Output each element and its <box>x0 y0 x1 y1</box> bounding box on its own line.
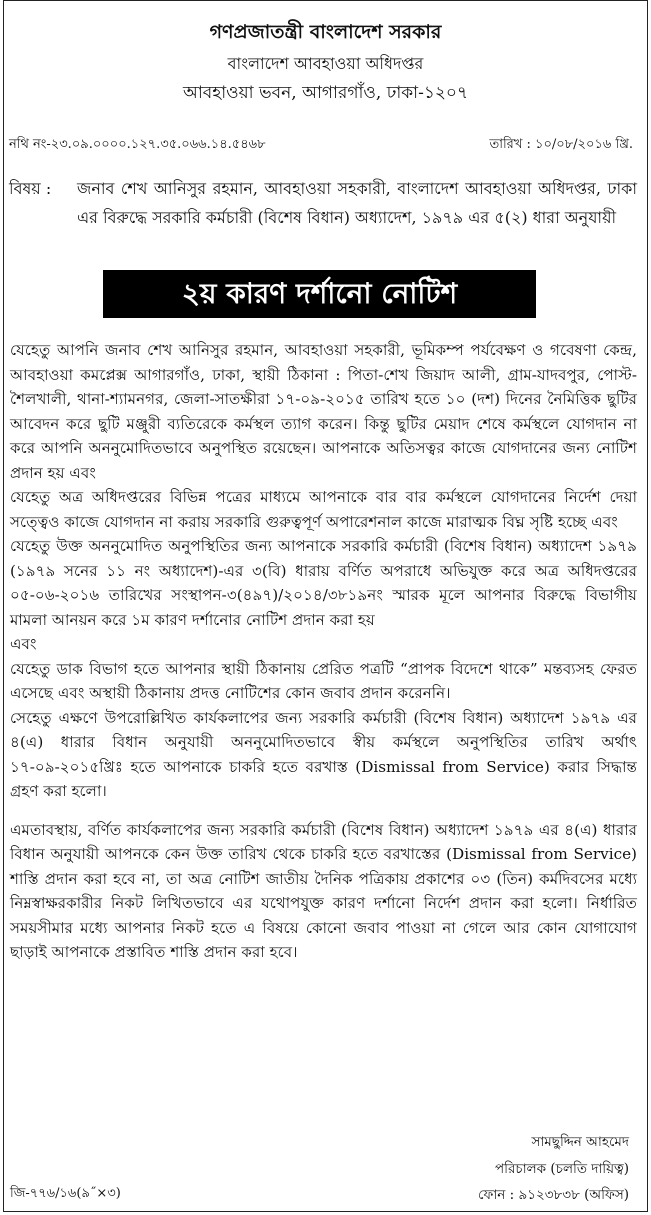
notice-body <box>10 338 637 965</box>
paragraph: সেহেতু এক্ষণে উপরোল্লিখিত কার্যকলাপের জন্য সরকারি কর্মচারী (বিশেষ বিধান) অধ্যাদেশ ১৯৭৯ এর ৪(এ) ধারার বিধান অনুযায়ী অননুমোদিতভাবে স্বীয় কর্মস্থলে অনুপস্থিতির তারিখ অর্থাৎ ১৭-০৯-২০১৫খ্রিঃ হতে আপনাকে চাকরি হতে বরখাস্ত (Dismissal from Service) করার সিদ্ধান্ত গ্রহণ করা হলো। <box>10 708 637 800</box>
notice-date: তারিখ : ১০/০৮/২০১৬ খ্রি. <box>489 137 633 152</box>
office-address: আবহাওয়া ভবন, আগারগাঁও, ঢাকা-১২০৭ <box>182 83 469 103</box>
notice-title-banner: ২য় কারণ দর্শানো নোটিশ <box>103 270 536 318</box>
paragraph: এমতাবস্থায়, বর্ণিত কার্যকলাপের জন্য সরকারি কর্মচারী (বিশেষ বিধান) অধ্যাদেশ ১৯৭৯ এর ৪(এ) ধারার বিধান অনুযায়ী আপনকে কেন উক্ত তারিখ থেকে চাকরি হতে বরখাস্তের (Dismissal from Service) শাস্তি প্রদান করা হবে না, তা অত্র নোটিশ জাতীয় দৈনিক পত্রিকায় প্রকাশের ০৩ (তিন) কর্মদিবসের মধ্যে নিম্নস্বাক্ষরকারীর নিকট লিখিতভাবে এর যথোপযুক্ত কারণ দর্শানো নির্দেশ প্রদান করা হলো। নির্ধারিত সময়সীমার মধ্যে আপনার নিকট হতে এ বিষয়ে কোনো জবাব পাওয়া না গেলে আর কোন যোগাযোগ ছাড়াই আপনাকে প্রস্তাবিত শাস্তি প্রদান করা হবে। <box>10 820 637 961</box>
signatory-phone: ফোন : ৯১২৩৮৩৮ (অফিস) <box>478 1187 629 1203</box>
subject-label: বিষয় : <box>9 179 52 198</box>
subject-text: জনাব শেখ আনিসুর রহমান, আবহাওয়া সহকারী, বাংলাদেশ আবহাওয়া অধিদপ্তর, ঢাকা এর বিরুদ্ধে সরকারি কর্মচারী (বিশেষ বিধান) অধ্যাদেশ, ১৯৭৯ এর ৫(২) ধারা অনুযায়ী <box>77 179 637 227</box>
paragraph: যেহেতু ডাক বিভাগ হতে আপনার স্থায়ী ঠিকানায় প্রেরিত পত্রটি “প্রাপক বিদেশে থাকে” মন্তব্যসহ ফেরত এসেছে এবং অস্থায়ী ঠিকানায় প্রদত্ত নোটিশের কোন জবাব প্রদান করেননি। <box>10 659 637 702</box>
publication-code: জি-৭৭৬/১৬(৯˝×৩) <box>10 1186 121 1201</box>
paragraph: যেহেতু অত্র অধিদপ্তরের বিভিন্ন পত্রের মাধ্যমে আপনাকে বার বার কর্মস্থলে যোগদানের নির্দেশ দেয়া সত্ত্বেও কাজে যোগদান না করায় সরকারি গুরুত্বপূর্ণ অপারেশনাল কাজে মারাত্মক বিঘ্ন সৃষ্টি হচ্ছে এবং <box>10 488 637 531</box>
department-name: বাংলাদেশ আবহাওয়া অধিদপ্তর <box>227 54 424 73</box>
government-title: গণপ্রজাতন্ত্রী বাংলাদেশ সরকার <box>209 21 442 43</box>
paragraph: এবং <box>10 635 37 653</box>
paragraph: যেহেতু আপনি জনাব শেখ আনিসুর রহমান, আবহাওয়া সহকারী, ভূমিকম্প পর্যবেক্ষণ ও গবেষণা কেন্দ্র, আবহাওয়া কমপ্লেক্স আগারগাঁও, ঢাকা, স্থায়ী ঠিকানা : পিতা-শেখ জিয়াদ আলী, গ্রাম-যাদবপুর, পোস্ট-শৈলখালী, থানা-শ্যামনগর, জেলা-সাতক্ষীরা ১৭-০৯-২০১৫ তারিখ হতে ১০ (দশ) দিনের নৈমিত্তিক ছুটির আবেদন করে ছুটি মঞ্জুরী ব্যতিরেকে কর্মস্থল ত্যাগ করেন। কিন্তু ছুটির মেয়াদ শেষে কর্মস্থলে যোগদান না করে আপনি অননুমোদিতভাবে অনুপস্থিত রয়েছেন। আপনাকে অতিসত্বর কাজে যোগদানের জন্য নোটিশ প্রদান হয় এবং <box>10 341 637 482</box>
reference-number: নথি নং-২৩.০৯.০০০০.১২৭.৩৫.০৬৬.১৪.৫৪৬৮ <box>9 137 266 152</box>
subject-block <box>9 174 637 232</box>
signatory-designation: পরিচালক (চলতি দায়িত্ব) <box>494 1161 629 1177</box>
paragraph: যেহেতু উক্ত অননুমোদিত অনুপস্থিতির জন্য আপনাকে সরকারি কর্মচারী (বিশেষ বিধান) অধ্যাদেশ ১৯৭৯ (১৯৭৯ সনের ১১ নং অধ্যাদেশ)-এর ৩(বি) ধারায় বর্ণিত অপরাধে অভিযুক্ত করে অত্র অধিদপ্তরের ০৫-০৬-২০১৬ তারিখের সংস্থাপন-৩(৪৯৭)/২০১৪/৩৮১৯নং স্মারক মূলে আপনার বিরুদ্ধে বিভাগীয় মামলা আনয়ন করে ১ম কারণ দর্শানোর নোটিশ প্রদান করা হয় <box>10 537 637 629</box>
signatory-name: সামছুদ্দিন আহমেদ <box>531 1134 629 1150</box>
